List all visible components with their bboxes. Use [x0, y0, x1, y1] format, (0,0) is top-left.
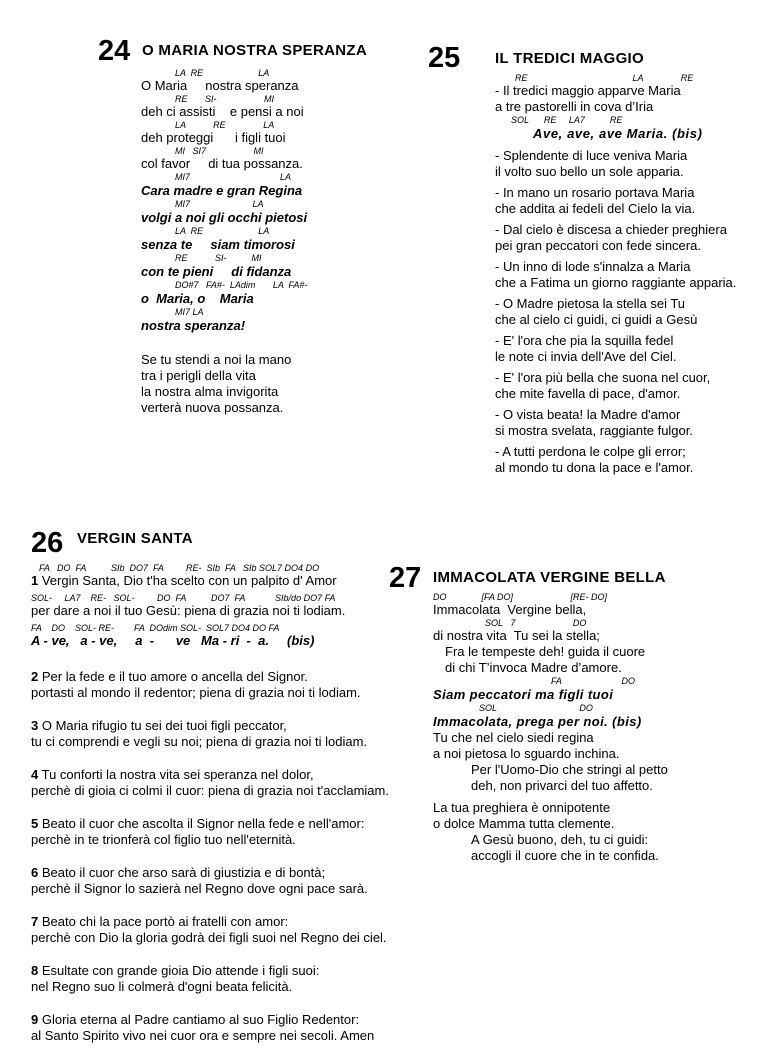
lyric-line: - Un inno di lode s'innalza a Maria	[495, 259, 691, 274]
chord-line: DO [FA DO] [RE- DO]	[433, 592, 608, 602]
stanza	[495, 259, 736, 291]
chord-line: FA DO	[551, 676, 636, 686]
lyric-line: o Maria, o Maria	[141, 291, 254, 306]
lyric-text: Gloria eterna al Padre cantiamo al suo Figlio Redentor:	[38, 1012, 360, 1027]
lyric-line: - E' l'ora che pia la squilla fedel	[495, 333, 674, 348]
lyric-line: per dare a noi il tuo Gesù: piena di grazia noi ti lodiam.	[31, 603, 346, 618]
chord-line: LA RE LA	[175, 226, 270, 236]
lyric-line: nostra speranza!	[141, 318, 246, 333]
song-26-body	[31, 563, 389, 1061]
lyric-line: che al cielo ci guidi, ci guidi a Gesù	[495, 312, 698, 327]
lyric-line: che a Fatima un giorno raggiante apparia.	[495, 275, 737, 290]
lyric-text: Tu conforti la nostra vita sei speranza nel dolor,	[38, 767, 314, 782]
song-26-title: VERGIN SANTA	[77, 530, 193, 547]
lyric-text: Vergin Santa, Dio t'ha scelto con un palpito d' Amor	[38, 573, 337, 588]
lyric-line: al Santo Spirito vivo nei cuor ora e sempre nei secoli. Amen	[31, 1028, 375, 1043]
song-27-body	[433, 592, 645, 730]
lyric-line: portasti al mondo il redentor; piena di grazia noi ti lodiam.	[31, 685, 361, 700]
stanza-number: 2	[31, 669, 39, 684]
verse-line: tra i perigli della vita	[141, 368, 256, 383]
verse-line: accogli il cuore che in te confida.	[471, 848, 659, 863]
stanza-number: 9	[31, 1012, 39, 1027]
lyric-line	[31, 865, 389, 881]
stanza-number: 8	[31, 963, 39, 978]
song-27-title: IMMACOLATA VERGINE BELLA	[433, 569, 666, 586]
lyric-text: Beato chi la pace portò ai fratelli con amor:	[38, 914, 289, 929]
lyric-line: - Dal cielo è discesa a chieder preghiera	[495, 222, 727, 237]
song-26-number: 26	[31, 527, 64, 559]
lyric-line: - E' l'ora più bella che suona nel cuor,	[495, 370, 711, 385]
chord-line: MI7 LA	[175, 172, 292, 182]
chord-line: RE LA RE	[515, 73, 694, 83]
lyric-line: con te pieni di fidanza	[141, 264, 292, 279]
verse-line: la nostra alma invigorita	[141, 384, 279, 399]
chord-line: LA RE LA	[175, 68, 270, 78]
lyric-line: - O Madre pietosa la stella sei Tu	[495, 296, 686, 311]
lyric-line: pei gran peccatori con fede sincera.	[495, 238, 701, 253]
lyric-line: le note ci invia dell'Ave del Ciel.	[495, 349, 677, 364]
chord-line: MI SI7 MI	[175, 146, 264, 156]
lyric-line: di chi T’invoca Madre d’amore.	[445, 660, 622, 675]
lyric-text: Esultate con grande gioia Dio attende i figli suoi:	[38, 963, 320, 978]
lyric-line: - O vista beata! la Madre d'amor	[495, 407, 681, 422]
lyric-line: si mostra svelata, raggiante fulgor.	[495, 423, 693, 438]
lyric-line: di nostra vita Tu sei la stella;	[433, 628, 600, 643]
chord-line: RE SI- MI	[175, 253, 262, 263]
verse-line: Tu che nel cielo siedi regina	[433, 730, 594, 745]
stanza-number: 6	[31, 865, 39, 880]
song-24-number: 24	[98, 35, 131, 67]
verse-line: a noi pietosa lo sguardo inchina.	[433, 746, 620, 761]
stanza	[31, 816, 389, 848]
lyric-line: deh ci assisti e pensi a noi	[141, 104, 304, 119]
chord-line: SOL 7 DO	[485, 618, 587, 628]
lyric-line	[31, 573, 389, 589]
song-26-stanzas	[31, 669, 389, 1044]
lyric-line: volgi a noi gli occhi pietosi	[141, 210, 308, 225]
lyric-line: tu ci comprendi e vegli su noi; piena di grazia noi ti lodiam.	[31, 734, 368, 749]
lyric-line	[31, 767, 389, 783]
stanza-number: 5	[31, 816, 39, 831]
lyric-line: perchè in te trionferà col figlio tuo nell'eternità.	[31, 832, 296, 847]
lyric-line: col favor di tua possanza.	[141, 156, 303, 171]
stanza-number: 1	[31, 573, 39, 588]
lyric-text: Per la fede e il tuo amore o ancella del Signor.	[38, 669, 308, 684]
verse-line: deh, non privarci del tuo affetto.	[471, 778, 653, 793]
lyric-line: perchè il Signor lo sazierà nel Regno dove ogni pace sarà.	[31, 881, 368, 896]
stanza	[495, 296, 736, 328]
song-25-number: 25	[428, 42, 461, 74]
lyric-line: Cara madre e gran Regina	[141, 183, 303, 198]
lyric-line: perchè con Dio la gloria godrà dei figli suoi nel Regno dei ciel.	[31, 930, 387, 945]
chord-line: SOL- LA7 RE- SOL- DO FA DO7 FA SIb/do DO7 FA	[31, 593, 336, 603]
lyric-line	[31, 816, 389, 832]
verse-line: Per l'Uomo-Dio che stringi al petto	[471, 762, 668, 777]
song-24-body	[141, 68, 307, 334]
lyric-line: il volto suo bello un sole apparia.	[495, 164, 684, 179]
lyric-line: - Il tredici maggio apparve Maria	[495, 83, 681, 98]
lyric-line: Immacolata Vergine bella,	[433, 602, 587, 617]
verse-line: verterà nuova possanza.	[141, 400, 284, 415]
lyric-line	[31, 669, 389, 685]
song-25-title: IL TREDICI MAGGIO	[495, 50, 644, 67]
stanza	[495, 333, 736, 365]
lyric-line: deh proteggi i figli tuoi	[141, 130, 286, 145]
song-27-verse-2	[433, 800, 659, 864]
verse-line: A Gesù buono, deh, tu ci guidi:	[471, 832, 649, 847]
lyric-line: - In mano un rosario portava Maria	[495, 185, 695, 200]
chord-line: RE SI- MI	[175, 94, 275, 104]
chord-line: MI7 LA	[175, 199, 264, 209]
song-24-title: O MARIA NOSTRA SPERANZA	[142, 42, 367, 59]
lyric-line: Immacolata, prega per noi. (bis)	[433, 714, 642, 729]
lyric-line: Siam peccatori ma figli tuoi	[433, 687, 614, 702]
lyric-line	[31, 914, 389, 930]
lyric-line: Fra le tempeste deh! guida il cuore	[445, 644, 646, 659]
lyric-line: a tre pastorelli in cova d’Iria	[495, 99, 654, 114]
stanza	[31, 963, 389, 995]
stanza	[495, 444, 736, 476]
lyric-line	[31, 718, 389, 734]
lyric-text: Beato il cuor che arso sarà di giustizia e di bontà;	[38, 865, 326, 880]
song-24-verse	[141, 352, 291, 416]
lyric-line: O Maria nostra speranza	[141, 78, 299, 93]
stanza-number: 3	[31, 718, 39, 733]
verse-line: La tua preghiera è onnipotente	[433, 800, 611, 815]
stanza	[495, 185, 736, 217]
lyric-line: - A tutti perdona le colpe gli error;	[495, 444, 686, 459]
stanza	[31, 914, 389, 946]
stanza	[495, 148, 736, 180]
lyric-text: O Maria rifugio tu sei dei tuoi figli peccator,	[38, 718, 287, 733]
lyric-line	[31, 1012, 389, 1028]
lyric-line: al mondo tu dona la pace e l'amor.	[495, 460, 694, 475]
lyric-line: che addita ai fedeli del Cielo la via.	[495, 201, 696, 216]
song-25-body	[495, 73, 736, 481]
stanza	[31, 718, 389, 750]
song-27-verse-1	[433, 730, 668, 794]
stanza	[495, 407, 736, 439]
stanza-number: 4	[31, 767, 39, 782]
lyric-text: Beato il cuor che ascolta il Signor nella fede e nell'amor:	[38, 816, 365, 831]
lyric-line	[31, 963, 389, 979]
verse-line: o dolce Mamma tutta clemente.	[433, 816, 615, 831]
refrain-line: Ave, ave, ave Maria. (bis)	[533, 126, 703, 141]
stanza	[31, 669, 389, 701]
lyric-line: senza te siam timorosi	[141, 237, 295, 252]
chord-line: SOL DO	[479, 703, 593, 713]
song-27-number: 27	[389, 562, 422, 594]
chord-line: DO#7 FA#- LAdim LA FA#-	[175, 280, 308, 290]
lyric-line: perchè di gioia ci colmi il cuor: piena di grazia noi t'acclamiam.	[31, 783, 389, 798]
chord-line: FA DO SOL- RE- FA DOdim SOL- SOL7 DO4 DO FA	[31, 623, 280, 633]
chord-line: LA RE LA	[175, 120, 275, 130]
lyric-line: - Splendente di luce veniva Maria	[495, 148, 688, 163]
chord-line: FA DO FA SIb DO7 FA RE- SIb FA SIb SOL7 DO4 DO	[39, 563, 320, 573]
stanza-number: 7	[31, 914, 39, 929]
stanza	[31, 865, 389, 897]
stanza	[31, 767, 389, 799]
chord-line: SOL RE LA7 RE	[511, 115, 623, 125]
chord-line: MI7 LA	[175, 307, 204, 317]
stanza	[495, 370, 736, 402]
song-25-stanzas	[495, 148, 736, 476]
lyric-line: nel Regno suo li colmerà d'ogni beata felicità.	[31, 979, 293, 994]
verse-line: Se tu stendi a noi la mano	[141, 352, 292, 367]
lyric-line: che mite favella di pace, d'amor.	[495, 386, 681, 401]
stanza	[495, 222, 736, 254]
refrain-line: A - ve, a - ve, a - ve Ma - ri - a. (bis)	[31, 633, 315, 648]
stanza	[31, 1012, 389, 1044]
